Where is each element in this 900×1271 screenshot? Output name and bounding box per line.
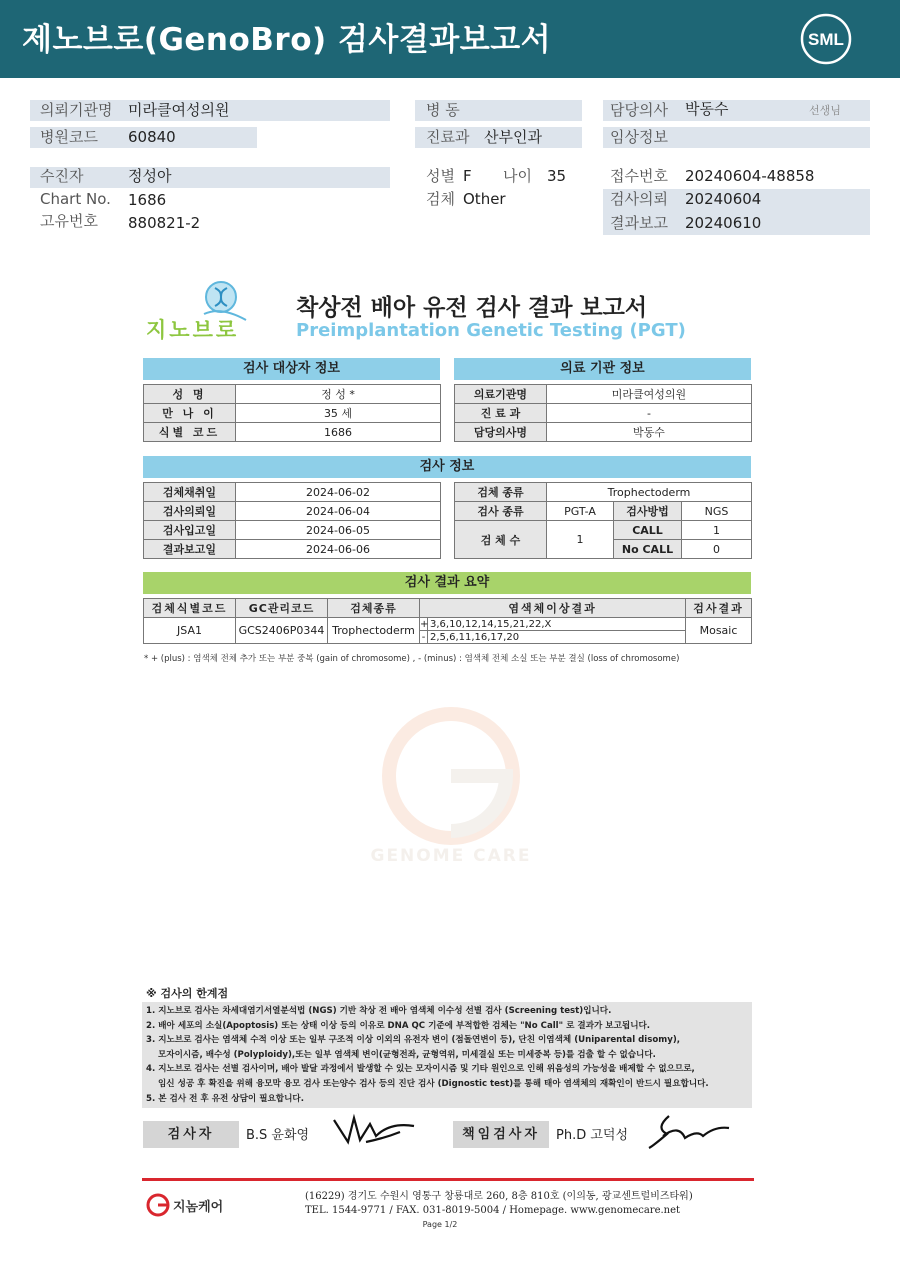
table-row: [144, 385, 441, 404]
table-row: [144, 404, 441, 423]
limitation-line: 2. 배아 세포의 소실(Apoptosis) 또는 상태 이상 등의 이유로 DNA QC 기준에 부적합한 검체는 "No Call" 로 결과가 보고됩니다.: [146, 1020, 651, 1031]
nocall-value: 0: [682, 540, 752, 559]
test-dates-table: [143, 482, 441, 559]
specimen-type-value: Trophectoderm: [547, 483, 752, 502]
method-label: 검사방법: [614, 502, 682, 521]
table-row: [144, 483, 441, 502]
receipt-label: 접수번호: [610, 167, 668, 185]
specimen-type-label: 검체 종류: [455, 483, 547, 502]
plus-sign: +: [420, 618, 429, 630]
table-row: [144, 521, 441, 540]
test-details-table: [454, 482, 752, 559]
call-label: CALL: [614, 521, 682, 540]
footer-contact: TEL. 1544-9771 / FAX. 031-8019-5004 / Homepage. www.genomecare.net: [305, 1205, 681, 1216]
table-row: [455, 385, 752, 404]
tester-signature: [330, 1112, 420, 1152]
specimen-id-cell: JSA1: [144, 618, 236, 644]
responsible-signature: [645, 1112, 735, 1152]
column-header: 검사결과: [686, 599, 752, 618]
summary-table: [143, 598, 752, 644]
footer-address-block: [305, 1190, 693, 1218]
institution-name-label: 의료기관명: [455, 385, 547, 404]
receipt-date-label: 검사입고일: [144, 521, 236, 540]
doctor-suffix: 선생님: [809, 104, 841, 117]
table-row: [144, 423, 441, 442]
table-row: [144, 540, 441, 559]
footer-address: (16229) 경기도 수원시 영통구 창룡대로 260, 8층 810호 (이의동, 광교센트럴비즈타워): [305, 1191, 693, 1202]
institution-name-value: 미라클여성의원: [547, 385, 752, 404]
age-value: 35: [547, 167, 567, 185]
medical-info-table: [454, 384, 752, 442]
institution-value: 미라클여성의원: [128, 101, 230, 119]
watermark-g-icon: [356, 706, 546, 846]
table-header-row: [144, 599, 752, 618]
limitation-line: 임신 성공 후 확진을 위해 융모막 융모 검사 또는양수 검사 등의 진단 검사 (Dignostic test)를 통해 태아 염색체의 재확인이 반드시 필요합니다.: [146, 1078, 709, 1089]
specimen-label: 검체: [426, 190, 455, 208]
dept-label: 진료과: [426, 128, 470, 146]
medical-info-header: 의료 기관 정보: [454, 358, 751, 380]
subject-id-label: 식별 코드: [144, 423, 236, 442]
sml-logo: [800, 13, 852, 65]
watermark-text: GENOME CARE: [370, 846, 532, 866]
limitation-line: 3. 지노브로 검사는 염색체 수적 이상 또는 일부 구조적 이상 이외의 유전자 변이 (점돌연변이 등), 단친 이염색체 (Uniparental disomy),: [146, 1035, 681, 1046]
specimen-type-cell: Trophectoderm: [328, 618, 420, 644]
result-cell: Mosaic: [686, 618, 752, 644]
header-bar: [0, 0, 900, 78]
patient-row-bg: [30, 167, 390, 188]
genomecare-logo: [146, 1193, 246, 1219]
report-value: 20240610: [685, 214, 762, 232]
subject-name-value: 정 성 *: [236, 385, 441, 404]
page-number: Page 1/2: [422, 1220, 458, 1229]
report-date-value: 2024-06-06: [236, 540, 441, 559]
subject-info-header: 검사 대상자 정보: [143, 358, 440, 380]
limitation-line: 4. 지노브로 검사는 선별 검사이며, 배아 발달 과정에서 발생할 수 있는 모자이시즘 및 기타 원인으로 인해 위음성의 가능성을 배제할 수 없으므로,: [146, 1064, 695, 1075]
summary-footnote: * + (plus) : 염색체 전체 추가 또는 부분 중복 (gain of chromosome) , - (minus) : 염색체 전체 소실 또는 부분 결실 (loss of chromosome): [144, 654, 680, 664]
hospital-code-label: 병원코드: [40, 128, 98, 146]
age-label: 나이: [503, 167, 532, 185]
responsible-tester-name: Ph.D 고덕성: [556, 1128, 629, 1143]
call-value: 1: [682, 521, 752, 540]
specimen-count-value: 1: [547, 521, 614, 559]
subject-age-label: 만 나 이: [144, 404, 236, 423]
genomecare-logo-text: 지놈케어: [173, 1200, 224, 1215]
svg-text:SML: SML: [808, 30, 844, 49]
report-label: 결과보고: [610, 214, 668, 232]
method-value: NGS: [682, 502, 752, 521]
collection-date-value: 2024-06-02: [236, 483, 441, 502]
table-row: [455, 423, 752, 442]
report-subtitle: Preimplantation Genetic Testing (PGT): [296, 320, 686, 341]
tester-name: B.S 윤화영: [246, 1128, 310, 1143]
responsible-tester-label: 책임검사자: [453, 1121, 549, 1148]
subject-id-value: 1686: [236, 423, 441, 442]
table-row: [455, 483, 752, 502]
table-row: [144, 618, 752, 631]
collection-date-label: 검체채취일: [144, 483, 236, 502]
request-date-label: 검사의뢰일: [144, 502, 236, 521]
chart-value: 1686: [128, 191, 167, 209]
gain-chromosomes: 3,6,10,12,14,15,21,22,X: [428, 618, 686, 631]
footer-divider: [142, 1178, 754, 1181]
ward-label: 병 동: [426, 101, 460, 119]
column-header: 염색체이상결과: [420, 599, 686, 618]
subject-name-label: 성 명: [144, 385, 236, 404]
patient-value: 정성아: [128, 167, 172, 185]
receipt-value: 20240604-48858: [685, 167, 815, 185]
table-row: [144, 502, 441, 521]
gc-code-cell: GCS2406P0344: [236, 618, 328, 644]
dept-value: 산부인과: [484, 128, 542, 146]
test-type-label: 검사 종류: [455, 502, 547, 521]
column-header: 검체종류: [328, 599, 420, 618]
limitations-box: [142, 1002, 752, 1108]
subject-info-table: [143, 384, 441, 442]
page-title: 제노브로(GenoBro) 검사결과보고서: [22, 22, 552, 58]
unique-label: 고유번호: [40, 212, 98, 230]
table-row: [455, 521, 752, 540]
column-header: GC관리코드: [236, 599, 328, 618]
subject-age-value: 35 세: [236, 404, 441, 423]
column-header: 검체식별코드: [144, 599, 236, 618]
minus-sign: -: [420, 631, 428, 644]
test-type-value: PGT-A: [547, 502, 614, 521]
unique-value: 880821-2: [128, 214, 201, 232]
request-value: 20240604: [685, 190, 762, 208]
limitations-title: ※ 검사의 한계점: [146, 987, 229, 1000]
doctor-value: 박동수: [685, 100, 729, 118]
attending-doctor-value: 박동수: [547, 423, 752, 442]
limitation-line: 5. 본 검사 전 후 유전 상담이 필요합니다.: [146, 1093, 304, 1104]
receipt-date-value: 2024-06-05: [236, 521, 441, 540]
genomecare-g-icon: [146, 1193, 170, 1217]
genobro-logo-text: 지노브로: [146, 318, 240, 342]
specimen-value: Other: [463, 190, 506, 208]
genomecare-watermark: [356, 706, 546, 876]
institution-label: 의뢰기관명: [40, 101, 113, 119]
attending-doctor-label: 담당의사명: [455, 423, 547, 442]
tester-label: 검사자: [143, 1121, 239, 1148]
table-row: [455, 404, 752, 423]
request-label: 검사의뢰: [610, 190, 668, 208]
report-title: 착상전 배아 유전 검사 결과 보고서: [296, 295, 648, 321]
loss-chromosomes: 2,5,6,11,16,17,20: [428, 631, 686, 644]
table-row: [455, 502, 752, 521]
genobro-logo: [146, 280, 258, 340]
clinical-label: 임상정보: [610, 128, 668, 146]
patient-label: 수진자: [40, 167, 84, 185]
specimen-count-label: 검 체 수: [455, 521, 547, 559]
chart-label: Chart No.: [40, 190, 111, 208]
nocall-label: No CALL: [614, 540, 682, 559]
limitation-line: 1. 지노브로 검사는 차세대염기서열분석법 (NGS) 기반 착상 전 배아 염색체 이수성 선별 검사 (Screening test)입니다.: [146, 1006, 612, 1016]
department-label: 진 료 과: [455, 404, 547, 423]
test-info-header: 검사 정보: [143, 456, 751, 478]
request-date-value: 2024-06-04: [236, 502, 441, 521]
summary-header: 검사 결과 요약: [143, 572, 751, 594]
hospital-code-value: 60840: [128, 128, 176, 146]
doctor-label: 담당의사: [610, 101, 668, 119]
sex-value: F: [463, 167, 472, 185]
sex-label: 성별: [426, 167, 455, 185]
report-date-label: 결과보고일: [144, 540, 236, 559]
department-value: -: [547, 404, 752, 423]
limitation-line: 모자이시즘, 배수성 (Polyploidy),또는 일부 염색체 변이(균형전좌, 균형역위, 미세결실 또는 미세중복 등)를 검출 할 수 없습니다.: [146, 1049, 656, 1060]
